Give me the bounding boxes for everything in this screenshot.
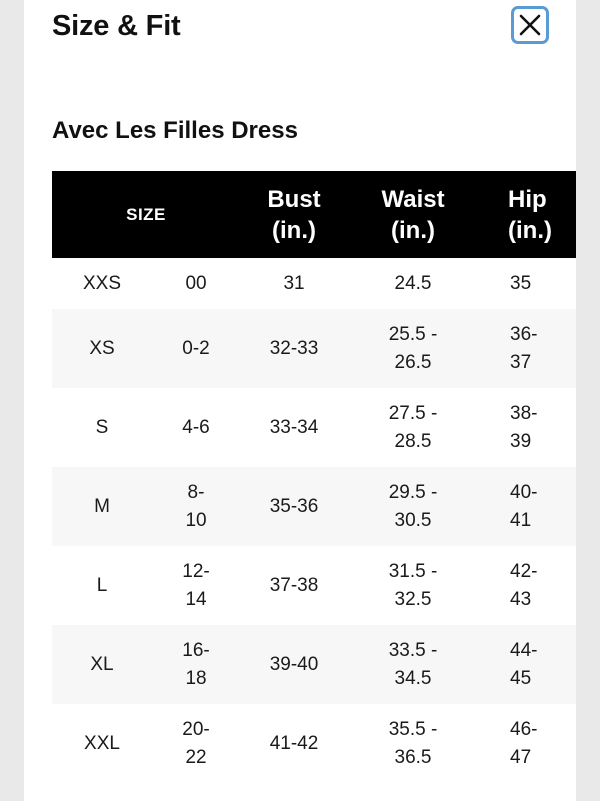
- hip-cell: [478, 625, 576, 704]
- close-button[interactable]: [511, 6, 549, 44]
- hip-cell-line: 45: [510, 667, 532, 689]
- bust-cell: 31: [283, 272, 305, 294]
- size-label-cell: XXS: [82, 272, 122, 294]
- table-row: [52, 388, 576, 467]
- header-size: SIZE: [126, 204, 166, 224]
- bust-cell: 39-40: [269, 653, 319, 675]
- size-number-cell: [152, 704, 240, 783]
- size-label-cell: M: [94, 495, 110, 517]
- size-number-cell-line: 8-: [187, 481, 205, 503]
- waist-cell-line: 24.5: [394, 272, 432, 294]
- header-waist-unit: (in.): [391, 216, 435, 244]
- hip-cell-line: 47: [510, 746, 532, 768]
- hip-cell-line: 43: [510, 588, 532, 610]
- waist-cell: [348, 467, 478, 546]
- hip-cell-line: 46-: [510, 718, 538, 740]
- waist-cell-line: 26.5: [394, 351, 432, 373]
- bust-cell: 33-34: [269, 416, 319, 438]
- table-row: [52, 704, 576, 783]
- hip-cell: [478, 388, 576, 467]
- hip-cell-line: 38-: [510, 402, 538, 424]
- size-number-cell-line: 00: [185, 272, 207, 294]
- header-hip-label: Hip: [508, 185, 547, 213]
- hip-cell: [478, 309, 576, 388]
- table-header-row: [52, 171, 576, 258]
- size-number-cell-line: 16-: [182, 639, 210, 661]
- header-bust-label: Bust: [267, 185, 321, 213]
- hip-cell-line: 36-: [510, 323, 538, 345]
- waist-cell-line: 35.5 -: [388, 718, 438, 740]
- size-number-cell: [152, 625, 240, 704]
- table-row: [52, 625, 576, 704]
- header-waist: [348, 171, 478, 258]
- waist-cell-line: 25.5 -: [388, 323, 438, 345]
- size-number-cell: [152, 388, 240, 467]
- hip-cell: [478, 467, 576, 546]
- modal-title: Size & Fit: [52, 10, 181, 42]
- waist-cell: [348, 258, 478, 309]
- size-table: [52, 171, 576, 783]
- hip-cell-line: 44-: [510, 639, 538, 661]
- product-name: Avec Les Filles Dress: [52, 117, 298, 144]
- size-number-cell-line: 22: [185, 746, 207, 768]
- hip-cell-line: 37: [510, 351, 532, 373]
- header-hip-unit: (in.): [508, 216, 552, 244]
- waist-cell: [348, 625, 478, 704]
- size-fit-modal: [24, 0, 576, 801]
- size-number-cell: [152, 467, 240, 546]
- waist-cell-line: 30.5: [394, 509, 432, 531]
- hip-cell-line: 40-: [510, 481, 538, 503]
- waist-cell-line: 28.5: [394, 430, 432, 452]
- size-label-cell: XS: [89, 337, 115, 359]
- header-bust: [240, 171, 348, 258]
- waist-cell-line: 31.5 -: [388, 560, 438, 582]
- header-waist-label: Waist: [381, 185, 445, 213]
- waist-cell-line: 34.5: [394, 667, 432, 689]
- size-number-cell-line: 12-: [182, 560, 210, 582]
- waist-cell: [348, 388, 478, 467]
- size-number-cell-line: 4-6: [182, 416, 210, 438]
- hip-cell-line: 35: [510, 272, 532, 294]
- size-chart: [52, 171, 576, 783]
- waist-cell-line: 29.5 -: [388, 481, 438, 503]
- size-number-cell-line: 18: [185, 667, 207, 689]
- waist-cell: [348, 704, 478, 783]
- hip-cell-line: 39: [510, 430, 532, 452]
- hip-cell-line: 42-: [510, 560, 538, 582]
- bust-cell: 35-36: [269, 495, 319, 517]
- size-number-cell: [152, 258, 240, 309]
- table-row: [52, 309, 576, 388]
- waist-cell-line: 27.5 -: [388, 402, 438, 424]
- waist-cell: [348, 546, 478, 625]
- waist-cell: [348, 309, 478, 388]
- table-row: [52, 546, 576, 625]
- header-bust-unit: (in.): [272, 216, 316, 244]
- size-number-cell-line: 20-: [182, 718, 210, 740]
- size-number-cell: [152, 546, 240, 625]
- size-number-cell: [152, 309, 240, 388]
- waist-cell-line: 32.5: [394, 588, 432, 610]
- size-number-cell-line: 0-2: [182, 337, 210, 359]
- size-number-cell-line: 10: [185, 509, 207, 531]
- hip-cell: [478, 704, 576, 783]
- waist-cell-line: 33.5 -: [388, 639, 438, 661]
- size-label-cell: L: [96, 574, 108, 596]
- hip-cell: [478, 546, 576, 625]
- size-number-cell-line: 14: [185, 588, 207, 610]
- table-row: [52, 467, 576, 546]
- size-label-cell: XXL: [84, 732, 120, 754]
- size-label-cell: XL: [90, 653, 114, 675]
- hip-cell-line: 41: [510, 509, 532, 531]
- bust-cell: 32-33: [269, 337, 319, 359]
- bust-cell: 37-38: [269, 574, 319, 596]
- size-label-cell: S: [95, 416, 109, 438]
- bust-cell: 41-42: [269, 732, 319, 754]
- close-icon: [518, 13, 542, 37]
- table-row: [52, 258, 576, 309]
- waist-cell-line: 36.5: [394, 746, 432, 768]
- hip-cell: [478, 258, 576, 309]
- header-hip: [478, 171, 576, 258]
